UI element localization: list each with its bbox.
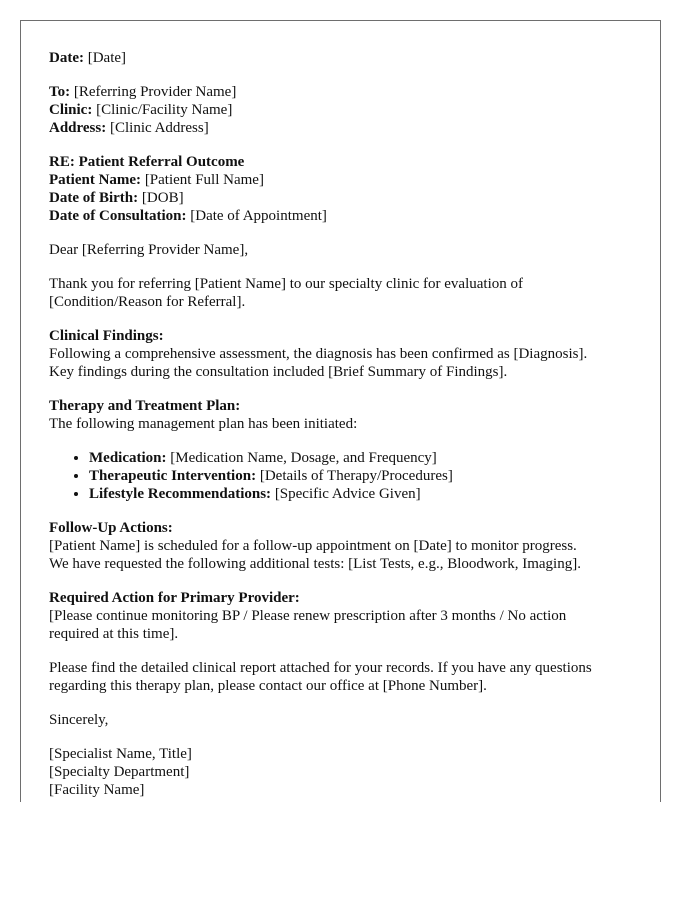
therapy-plan-list [49, 449, 649, 503]
salutation-text: Dear [Referring Provider Name], [49, 242, 249, 258]
intro-paragraph [49, 275, 649, 311]
re-subject: RE: Patient Referral Outcome [49, 154, 245, 170]
findings-heading-text: Clinical Findings: [49, 328, 164, 344]
list-item [89, 485, 649, 503]
findings-line-2: Key findings during the consultation included [Brief Summary of Findings]. [49, 364, 508, 380]
plan-item-value: [Specific Advice Given] [274, 486, 421, 502]
followup-heading-text: Follow-Up Actions: [49, 520, 173, 536]
recipient-block [49, 83, 649, 137]
therapy-intro: The following management plan has been initiated: [49, 416, 358, 432]
dob-value: [DOB] [141, 190, 184, 206]
intro-line-1: Thank you for referring [Patient Name] to our specialty clinic for evaluation of [49, 276, 523, 292]
findings-section [49, 327, 649, 381]
signature-block [49, 745, 649, 799]
date-label: Date: [49, 50, 84, 66]
consultation-line [49, 207, 649, 225]
therapy-heading [49, 397, 649, 415]
plan-item-value: [Details of Therapy/Procedures] [259, 468, 453, 484]
required-action-heading-text: Required Action for Primary Provider: [49, 590, 300, 606]
signature-department: [Specialty Department] [49, 764, 190, 780]
closing-line-2: regarding this therapy plan, please contact our office at [Phone Number]. [49, 678, 487, 694]
re-block [49, 153, 649, 225]
address-line [49, 119, 649, 137]
plan-item-value: [Medication Name, Dosage, and Frequency] [170, 450, 437, 466]
clinic-value: [Clinic/Facility Name] [96, 102, 233, 118]
patient-name-label: Patient Name: [49, 172, 142, 188]
consultation-label: Date of Consultation: [49, 208, 187, 224]
signoff-text: Sincerely, [49, 712, 109, 728]
therapy-section [49, 397, 649, 503]
salutation [49, 241, 649, 259]
consultation-value: [Date of Appointment] [190, 208, 327, 224]
plan-item-label: Therapeutic Intervention: [89, 468, 257, 484]
letter-body [49, 49, 649, 799]
followup-line-2: We have requested the following additional tests: [List Tests, e.g., Bloodwork, Imaging]. [49, 556, 581, 572]
clinic-line [49, 101, 649, 119]
signoff [49, 711, 649, 729]
address-label: Address: [49, 120, 107, 136]
signature-name-title: [Specialist Name, Title] [49, 746, 192, 762]
required-action-line-1: [Please continue monitoring BP / Please renew prescription after 3 months / No action [49, 608, 567, 624]
signature-facility: [Facility Name] [49, 782, 145, 798]
date-block [49, 49, 649, 67]
patient-name-value: [Patient Full Name] [144, 172, 264, 188]
date-line [49, 49, 649, 67]
followup-heading [49, 519, 649, 537]
date-value: [Date] [87, 50, 127, 66]
intro-line-2: [Condition/Reason for Referral]. [49, 294, 246, 310]
required-action-heading [49, 589, 649, 607]
plan-item-label: Lifestyle Recommendations: [89, 486, 272, 502]
required-action-line-2: required at this time]. [49, 626, 179, 642]
address-value: [Clinic Address] [109, 120, 209, 136]
closing-paragraph [49, 659, 649, 695]
to-label: To: [49, 84, 71, 100]
to-value: [Referring Provider Name] [73, 84, 237, 100]
therapy-heading-text: Therapy and Treatment Plan: [49, 398, 241, 414]
findings-heading [49, 327, 649, 345]
list-item [89, 467, 649, 485]
re-subject-line [49, 153, 649, 171]
followup-section [49, 519, 649, 573]
followup-line-1: [Patient Name] is scheduled for a follow-up appointment on [Date] to monitor progress. [49, 538, 577, 554]
dob-line [49, 189, 649, 207]
closing-line-1: Please find the detailed clinical report attached for your records. If you have any questions [49, 660, 592, 676]
findings-line-1: Following a comprehensive assessment, the diagnosis has been confirmed as [Diagnosis]. [49, 346, 588, 362]
dob-label: Date of Birth: [49, 190, 139, 206]
required-action-section [49, 589, 649, 643]
list-item [89, 449, 649, 467]
patient-name-line [49, 171, 649, 189]
to-line [49, 83, 649, 101]
plan-item-label: Medication: [89, 450, 167, 466]
clinic-label: Clinic: [49, 102, 93, 118]
